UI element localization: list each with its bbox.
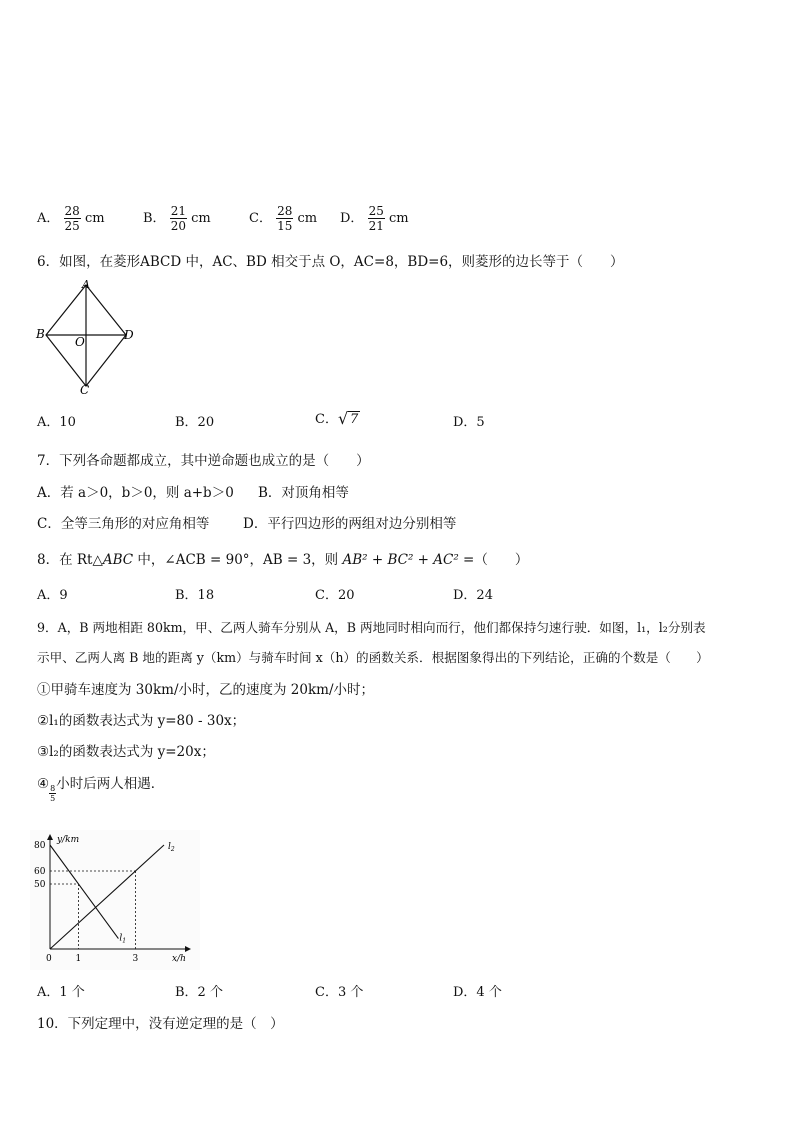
q9-stem-line2: 示甲、乙两人离 B 地的距离 y（km）与骑车时间 x（h）的函数关系．根据图象得出的下列结论，正确的个数是（ ）: [37, 650, 709, 665]
x-tick-1: 1: [75, 954, 82, 964]
q7-option-d: D．平行四边形的两组对边分别相等: [243, 516, 457, 532]
q10-stem: 10．下列定理中，没有逆定理的是（ ）: [37, 1016, 284, 1032]
q9-statement-4: ④ $\frac{8}{5}$ 小时后两人相遇．: [37, 776, 165, 803]
q7-option-c: C．全等三角形的对应角相等: [37, 516, 210, 532]
y-tick-50: 50: [34, 880, 46, 890]
label-o: O: [75, 335, 85, 349]
series-label-l1: $l_1$: [119, 933, 127, 945]
y-axis-label: y/km: [57, 835, 80, 845]
q8-stem: 8．在 Rt△ABC 中，∠ACB = 90°，AB = 3，则 AB² + BC² + AC² =（ ）: [37, 552, 529, 568]
q5-option-a: A． $\frac{28}{25}$ cm: [37, 204, 105, 233]
q7-option-a: A．若 a＞0，b＞0，则 a+b＞0: [37, 485, 234, 501]
q9-statement-3: ③l₂的函数表达式为 y=20x；: [37, 744, 215, 760]
x-tick-3: 3: [132, 954, 139, 964]
q5-option-c: C． $\frac{28}{15}$ cm: [249, 204, 318, 233]
q8-option-c: C．20: [315, 588, 355, 603]
y-tick-80: 80: [34, 841, 46, 851]
rhombus-figure: [34, 278, 144, 396]
x-axis-label: x/h: [172, 954, 186, 964]
q8-option-d: D．24: [453, 588, 493, 603]
label-d: D: [124, 328, 134, 342]
q8-option-b: B．18: [175, 588, 215, 603]
q9-statement-1: ①甲骑车速度为 30km/小时，乙的速度为 20km/小时；: [37, 682, 374, 698]
q9-statement-2: ②l₁的函数表达式为 y=80 - 30x；: [37, 713, 246, 729]
q9-option-c: C．3 个: [315, 985, 364, 1000]
q5-option-b: B． $\frac{21}{20}$ cm: [143, 204, 211, 233]
q9-stem-line1: 9．A，B 两地相距 80km，甲、乙两人骑车分别从 A，B 两地同时相向而行，他们都保持匀速行驶．如图，l₁，l₂分别表: [37, 620, 706, 635]
label-b: B: [36, 327, 45, 341]
label-a: A: [82, 278, 90, 291]
origin-label: 0: [46, 954, 52, 964]
q5-option-d: D． $\frac{25}{21}$ cm: [340, 204, 409, 233]
q6-option-d: D．5: [453, 415, 485, 430]
q6-option-c: C． √ 7: [315, 409, 359, 428]
q9-option-b: B．2 个: [175, 985, 223, 1000]
label-c: C: [80, 383, 90, 396]
q6-option-b: B．20: [175, 415, 215, 430]
q7-option-b: B．对顶角相等: [258, 485, 349, 501]
q6-option-a: A．10: [37, 415, 76, 430]
q7-stem: 7．下列各命题都成立，其中逆命题也成立的是（ ）: [37, 453, 370, 469]
q9-option-d: D．4 个: [453, 985, 502, 1000]
y-tick-60: 60: [34, 867, 46, 877]
q6-stem: 6．如图，在菱形ABCD 中，AC、BD 相交于点 O，AC=8，BD=6，则菱形的边长等于（ ）: [37, 254, 624, 270]
q9-graph: [30, 830, 200, 970]
q8-option-a: A．9: [37, 588, 68, 603]
series-label-l2: $l_2$: [168, 842, 175, 853]
q9-option-a: A．1 个: [37, 985, 85, 1000]
